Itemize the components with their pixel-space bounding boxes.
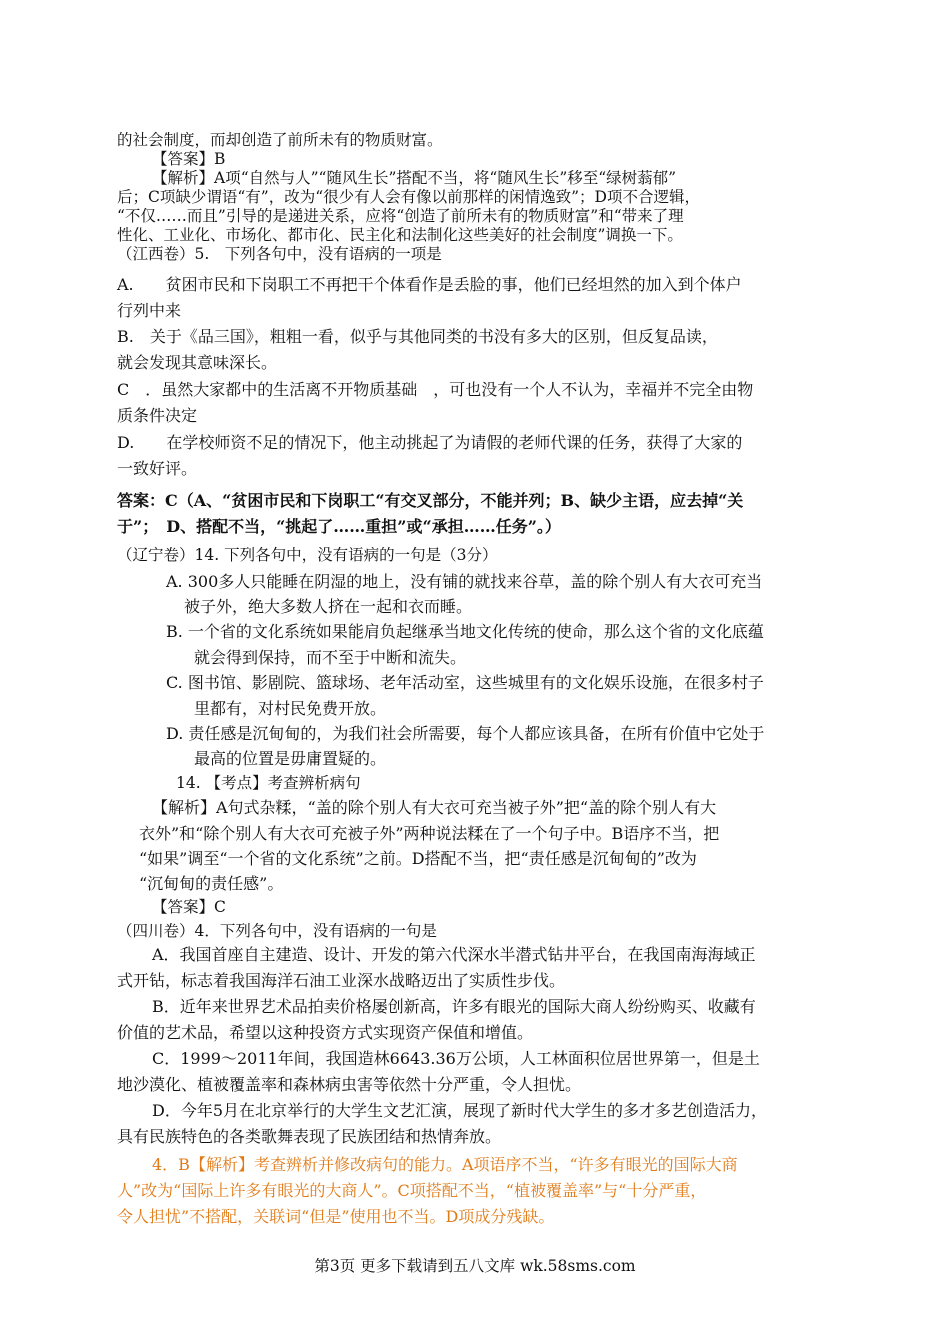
text-line: 被子外，绝大多数人挤在一起和衣而睡。: [184, 597, 473, 616]
text-line: 行列中来: [117, 301, 182, 320]
option-line: D. 在学校师资不足的情况下，他主动挑起了为请假的老师代课的任务，获得了大家的: [117, 433, 743, 452]
text-line: “如果”调至“一个省的文化系统”之前。D搭配不当，把“责任感是沉甸甸的”改为: [139, 849, 697, 868]
option-line: B. 一个省的文化系统如果能肩负起继承当地文化传统的使命，那么这个省的文化底蕴: [166, 622, 764, 641]
answer-label: 【答案】B: [152, 150, 226, 168]
text-line: 的社会制度，而却创造了前所未有的物质财富。: [117, 131, 443, 149]
text-line: 就会发现其意味深长。: [117, 353, 278, 372]
highlighted-answer: 令人担忧”不搭配，关联词“但是”使用也不当。D项成分残缺。: [117, 1207, 555, 1226]
option-line: B. 关于《品三国》，粗粗一看，似乎与其他同类的书没有多大的区别，但反复品读，: [117, 327, 718, 346]
text-line: 具有民族特色的各类歌舞表现了民族团结和热情奔放。: [117, 1127, 502, 1146]
text-line: 就会得到保持，而不至于中断和流失。: [194, 648, 467, 667]
text-line: 价值的艺术品，希望以这种投资方式实现资产保值和增值。: [117, 1023, 534, 1042]
option-line: D. 责任感是沉甸甸的，为我们社会所需要，每个人都应该具备，在所有价值中它处于: [166, 724, 765, 743]
highlighted-answer: 4．B【解析】考查辨析并修改病句的能力。A项语序不当，“许多有眼光的国际大商: [152, 1155, 738, 1174]
answer-line: 于”； D、搭配不当，“挑起了……重担”或“承担……任务”。）: [117, 517, 561, 536]
text-line: 式开钻，标志着我国海洋石油工业深水战略迈出了实质性步伐。: [117, 971, 566, 990]
option-line: C．1999～2011年间，我国造林6643.36万公顷，人工林面积位居世界第一，但是土: [152, 1049, 760, 1068]
answer-line: 答案：C（A、“贫困市民和下岗职工“有交叉部分，不能并列；B、缺少主语，应去掉“关: [117, 491, 744, 510]
text-line: “不仅……而且”引导的是递进关系，应将“创造了前所未有的物质财富”和“带来了理: [117, 207, 684, 225]
option-line: B．近年来世界艺术品拍卖价格屡创新高，许多有眼光的国际大商人纷纷购买、收藏有: [152, 997, 756, 1016]
text-line: 一致好评。: [117, 459, 198, 478]
text-line: 【解析】A项“自然与人”“随风生长”搭配不当，将“随风生长”移至“绿树蓊郁”: [152, 169, 677, 187]
text-line: “沉甸甸的责任感”。: [139, 874, 284, 893]
question-heading: （辽宁卷）14. 下列各句中，没有语病的一句是（3分）: [117, 546, 498, 564]
option-line: A．我国首座自主建造、设计、开发的第六代深水半潜式钻井平台，在我国南海海域正: [152, 945, 756, 964]
option-line: A. 贫困市民和下岗职工不再把干个体看作是丢脸的事，他们已经坦然的加入到个体户: [117, 275, 742, 294]
text-line: 后；C项缺少谓语“有”，改为“很少有人会有像以前那样的闲情逸致”；D项不合逻辑，: [117, 188, 700, 206]
option-line: C. 图书馆、影剧院、篮球场、老年活动室，这些城里有的文化娱乐设施，在很多村子: [166, 673, 764, 692]
text-line: 地沙漠化、植被覆盖率和森林病虫害等依然十分严重，令人担忧。: [117, 1075, 582, 1094]
option-line: A. 300多人只能睡在阴湿的地上，没有铺的就找来谷草，盖的除个别人有大衣可充当: [166, 572, 763, 591]
text-line: 性化、工业化、市场化、都市化、民主化和法制化这些美好的社会制度”调换一下。: [117, 226, 683, 244]
analysis-line: 【解析】A句式杂糅，“盖的除个别人有大衣可充当被子外”把“盖的除个别人有大: [152, 798, 717, 817]
page-footer: 第3页 更多下载请到五八文库 wk.58sms.com: [314, 1257, 636, 1275]
highlighted-answer: 人”改为“国际上许多有眼光的大商人”。C项搭配不当，“植被覆盖率”与“十分严重，: [117, 1181, 707, 1200]
text-line: 里都有，对村民免费开放。: [194, 699, 387, 718]
question-heading: （四川卷）4．下列各句中，没有语病的一句是: [117, 922, 437, 940]
answer-label: 【答案】C: [152, 898, 226, 916]
question-heading: （江西卷）5. 下列各句中，没有语病的一项是: [117, 245, 442, 263]
option-line: C ．虽然大家都中的生活离不开物质基础 ，可也没有一个人不认为，幸福并不完全由物: [117, 380, 754, 399]
option-line: D．今年5月在北京举行的大学生文艺汇演，展现了新时代大学生的多才多艺创造活力，: [152, 1101, 768, 1120]
text-line: 质条件决定: [117, 406, 198, 425]
kaodian-line: 14. 【考点】考查辨析病句: [176, 774, 361, 792]
text-line: 衣外”和“除个别人有大衣可充被子外”两种说法糅在了一个句子中。B语序不当，把: [139, 824, 720, 843]
text-line: 最高的位置是毋庸置疑的。: [194, 749, 387, 768]
